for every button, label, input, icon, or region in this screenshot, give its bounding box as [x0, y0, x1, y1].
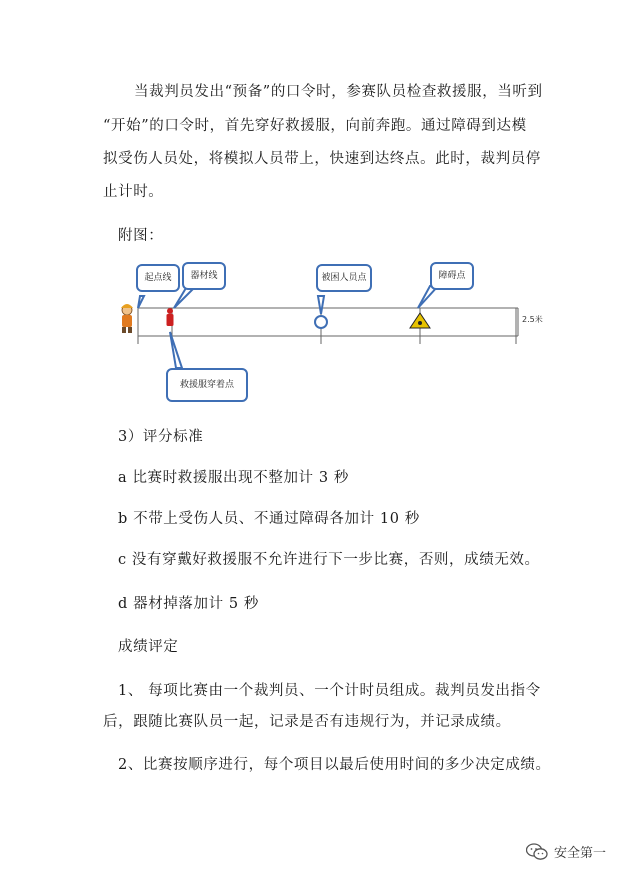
- obstacle-warning-icon: [410, 313, 430, 328]
- watermark: [526, 842, 606, 861]
- wechat-icon: [526, 843, 548, 861]
- watermark-text: 安全第一: [553, 846, 606, 861]
- firefighter-icon: [121, 304, 133, 333]
- rescue-callout-pointer: [318, 296, 324, 314]
- track-width-label: 2.5米: [522, 315, 543, 324]
- equipment-line-callout: 器材线: [182, 262, 226, 290]
- start-line-callout: 起点线: [136, 264, 180, 292]
- results-item1-line2: 后，跟随比赛队员一起，记录是否有违规行为，并记录成绩。: [103, 714, 511, 730]
- paragraph1-line4: 止计时。: [103, 184, 164, 200]
- course-diagram: [110, 256, 550, 406]
- scoring-item-d: d 器材掉落加计 5 秒: [118, 596, 260, 612]
- scoring-item-b: b 不带上受伤人员、不通过障碍各加计 10 秒: [118, 511, 420, 527]
- results-item1-line1: 1、 每项比赛由一个裁判员、一个计时员组成。裁判员发出指令: [118, 683, 541, 699]
- equipment-figure-icon: [167, 308, 174, 326]
- scoring-item-c: c 没有穿戴好救援服不允许进行下一步比赛，否则，成绩无效。: [118, 552, 540, 568]
- start-callout-pointer: [138, 296, 144, 308]
- paragraph1-line1: 当裁判员发出“预备”的口令时，参赛队员检查救援服，当听到: [134, 84, 543, 100]
- results-item2: 2、比赛按顺序进行，每个项目以最后使用时间的多少决定成绩。: [118, 757, 551, 773]
- obstacle-point-callout: 障碍点: [430, 262, 474, 290]
- paragraph1-line3: 拟受伤人员处，将模拟人员带上，快速到达终点。此时，裁判员停: [103, 151, 541, 167]
- scoring-item-a: a 比赛时救援服出现不整加计 3 秒: [118, 470, 349, 486]
- results-heading: 成绩评定: [118, 639, 179, 655]
- suit-callout-pointer: [170, 332, 182, 368]
- paragraph1-line2: “开始”的口令时，首先穿好救援服，向前奔跑。通过障碍到达模: [103, 118, 527, 134]
- scoring-heading: 3）评分标准: [118, 429, 204, 445]
- rescue-point-callout: 被困人员点: [316, 264, 372, 292]
- figure-caption: 附图：: [118, 228, 164, 244]
- suit-point-callout: 救援服穿着点: [166, 368, 248, 402]
- rescue-point-circle-icon: [315, 316, 327, 328]
